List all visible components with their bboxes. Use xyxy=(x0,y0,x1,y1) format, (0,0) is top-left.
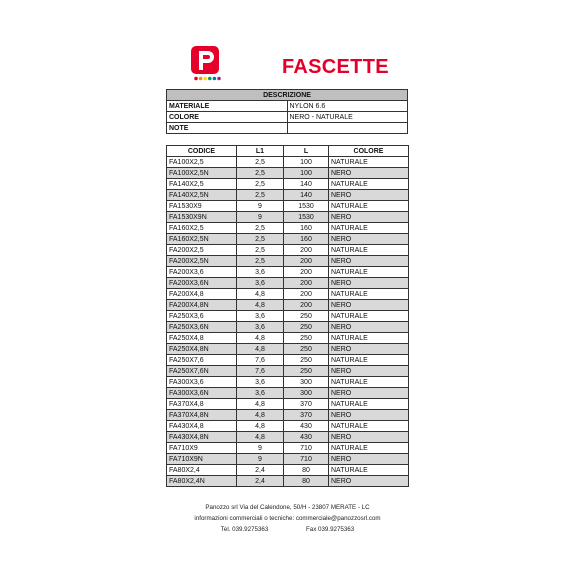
l1-cell: 2,5 xyxy=(237,234,284,245)
l-cell: 1530 xyxy=(284,201,329,212)
color-cell: NATURALE xyxy=(329,201,409,212)
code-cell: FA200X2,5 xyxy=(167,245,237,256)
table-row xyxy=(167,421,409,432)
description-row-color xyxy=(167,112,408,123)
description-row-material xyxy=(167,101,408,112)
table-row xyxy=(167,443,409,454)
l-cell: 1530 xyxy=(284,212,329,223)
column-header-l1: L1 xyxy=(237,146,284,157)
l1-cell: 2,5 xyxy=(237,256,284,267)
table-row xyxy=(167,179,409,190)
product-table-header xyxy=(167,146,409,157)
l1-cell: 4,8 xyxy=(237,333,284,344)
l-cell: 250 xyxy=(284,311,329,322)
l-cell: 300 xyxy=(284,377,329,388)
l1-cell: 4,8 xyxy=(237,300,284,311)
color-cell: NATURALE xyxy=(329,399,409,410)
table-row xyxy=(167,465,409,476)
code-cell: FA430X4,8 xyxy=(167,421,237,432)
l1-cell: 9 xyxy=(237,443,284,454)
table-row xyxy=(167,432,409,443)
color-cell: NATURALE xyxy=(329,289,409,300)
footer-address: Panozzo srl Via del Calendone, 50/H - 23807 MERATE - LC xyxy=(205,504,370,511)
l1-cell: 4,8 xyxy=(237,432,284,443)
l-cell: 100 xyxy=(284,157,329,168)
color-cell: NATURALE xyxy=(329,443,409,454)
l-cell: 430 xyxy=(284,421,329,432)
color-cell: NATURALE xyxy=(329,421,409,432)
color-cell: NERO xyxy=(329,476,409,487)
l-cell: 200 xyxy=(284,256,329,267)
color-cell: NERO xyxy=(329,454,409,465)
l-cell: 160 xyxy=(284,223,329,234)
l1-cell: 4,8 xyxy=(237,410,284,421)
table-row xyxy=(167,300,409,311)
table-row xyxy=(167,168,409,179)
l1-cell: 3,6 xyxy=(237,311,284,322)
product-table xyxy=(166,145,409,487)
color-cell: NERO xyxy=(329,212,409,223)
description-heading: DESCRIZIONE xyxy=(167,90,408,101)
l1-cell: 7,6 xyxy=(237,366,284,377)
notes-label: NOTE xyxy=(167,123,288,134)
code-cell: FA200X4,8N xyxy=(167,300,237,311)
color-cell: NATURALE xyxy=(329,267,409,278)
code-cell: FA250X7,6N xyxy=(167,366,237,377)
code-cell: FA250X4,8N xyxy=(167,344,237,355)
code-cell: FA160X2,5 xyxy=(167,223,237,234)
l-cell: 140 xyxy=(284,190,329,201)
table-row xyxy=(167,311,409,322)
l1-cell: 3,6 xyxy=(237,377,284,388)
l1-cell: 9 xyxy=(237,201,284,212)
logo-dot xyxy=(199,77,203,81)
l-cell: 200 xyxy=(284,278,329,289)
code-cell: FA80X2,4N xyxy=(167,476,237,487)
l-cell: 250 xyxy=(284,333,329,344)
color-cell: NATURALE xyxy=(329,245,409,256)
l-cell: 250 xyxy=(284,355,329,366)
color-cell: NATURALE xyxy=(329,377,409,388)
code-cell: FA80X2,4 xyxy=(167,465,237,476)
l1-cell: 2,5 xyxy=(237,245,284,256)
table-row xyxy=(167,322,409,333)
color-cell: NATURALE xyxy=(329,223,409,234)
color-cell: NATURALE xyxy=(329,157,409,168)
description-table xyxy=(166,89,408,134)
notes-value xyxy=(287,123,408,134)
l-cell: 200 xyxy=(284,300,329,311)
logo-dot xyxy=(194,77,198,81)
l-cell: 160 xyxy=(284,234,329,245)
color-cell: NERO xyxy=(329,322,409,333)
table-row xyxy=(167,201,409,212)
table-row xyxy=(167,267,409,278)
code-cell: FA200X2,5N xyxy=(167,256,237,267)
color-cell: NERO xyxy=(329,388,409,399)
l-cell: 710 xyxy=(284,454,329,465)
footer xyxy=(0,502,575,535)
table-row xyxy=(167,223,409,234)
column-header-l: L xyxy=(284,146,329,157)
l-cell: 140 xyxy=(284,179,329,190)
table-row xyxy=(167,256,409,267)
l1-cell: 9 xyxy=(237,212,284,223)
color-cell: NERO xyxy=(329,432,409,443)
company-logo xyxy=(189,46,225,82)
code-cell: FA140X2,5N xyxy=(167,190,237,201)
table-row xyxy=(167,476,409,487)
table-row xyxy=(167,454,409,465)
color-cell: NATURALE xyxy=(329,311,409,322)
column-header-color: COLORE xyxy=(329,146,409,157)
color-cell: NATURALE xyxy=(329,355,409,366)
l1-cell: 4,8 xyxy=(237,289,284,300)
footer-contact: informazioni commerciali o tecniche: commerciale@panozzosrl.com xyxy=(194,515,381,522)
table-row xyxy=(167,410,409,421)
code-cell: FA1530X9N xyxy=(167,212,237,223)
color-value: NERO - NATURALE xyxy=(287,112,408,123)
table-row xyxy=(167,366,409,377)
code-cell: FA250X7,6 xyxy=(167,355,237,366)
table-row xyxy=(167,388,409,399)
table-row xyxy=(167,190,409,201)
l-cell: 250 xyxy=(284,322,329,333)
logo-dot xyxy=(217,77,221,81)
l1-cell: 3,6 xyxy=(237,267,284,278)
l-cell: 370 xyxy=(284,410,329,421)
table-row xyxy=(167,245,409,256)
l1-cell: 4,8 xyxy=(237,421,284,432)
table-row xyxy=(167,212,409,223)
logo-dot xyxy=(213,77,217,81)
table-row xyxy=(167,377,409,388)
table-row xyxy=(167,157,409,168)
table-row xyxy=(167,278,409,289)
l1-cell: 2,4 xyxy=(237,476,284,487)
l-cell: 250 xyxy=(284,344,329,355)
column-header-code: CODICE xyxy=(167,146,237,157)
code-cell: FA100X2,5 xyxy=(167,157,237,168)
l1-cell: 4,8 xyxy=(237,399,284,410)
code-cell: FA710X9N xyxy=(167,454,237,465)
code-cell: FA250X3,6 xyxy=(167,311,237,322)
l-cell: 250 xyxy=(284,366,329,377)
color-cell: NERO xyxy=(329,234,409,245)
code-cell: FA200X3,6N xyxy=(167,278,237,289)
l-cell: 430 xyxy=(284,432,329,443)
l-cell: 370 xyxy=(284,399,329,410)
l1-cell: 7,6 xyxy=(237,355,284,366)
color-cell: NERO xyxy=(329,410,409,421)
code-cell: FA370X4,8N xyxy=(167,410,237,421)
l-cell: 100 xyxy=(284,168,329,179)
color-label: COLORE xyxy=(167,112,288,123)
logo-dot xyxy=(203,77,207,81)
color-cell: NERO xyxy=(329,300,409,311)
description-row-notes xyxy=(167,123,408,134)
table-row xyxy=(167,399,409,410)
code-cell: FA160X2,5N xyxy=(167,234,237,245)
l1-cell: 3,6 xyxy=(237,322,284,333)
code-cell: FA710X9 xyxy=(167,443,237,454)
color-cell: NATURALE xyxy=(329,465,409,476)
table-row xyxy=(167,289,409,300)
l1-cell: 2,4 xyxy=(237,465,284,476)
table-row xyxy=(167,355,409,366)
l-cell: 80 xyxy=(284,465,329,476)
l-cell: 80 xyxy=(284,476,329,487)
table-row xyxy=(167,344,409,355)
code-cell: FA100X2,5N xyxy=(167,168,237,179)
l-cell: 300 xyxy=(284,388,329,399)
code-cell: FA250X3,6N xyxy=(167,322,237,333)
footer-tel: Tel. 039.9275363 xyxy=(220,526,269,533)
l-cell: 200 xyxy=(284,245,329,256)
code-cell: FA300X3,6N xyxy=(167,388,237,399)
l-cell: 200 xyxy=(284,289,329,300)
l1-cell: 4,8 xyxy=(237,344,284,355)
l1-cell: 2,5 xyxy=(237,168,284,179)
color-cell: NATURALE xyxy=(329,179,409,190)
material-value: NYLON 6.6 xyxy=(287,101,408,112)
l1-cell: 2,5 xyxy=(237,179,284,190)
color-cell: NERO xyxy=(329,366,409,377)
l1-cell: 3,6 xyxy=(237,278,284,289)
l1-cell: 9 xyxy=(237,454,284,465)
color-cell: NERO xyxy=(329,344,409,355)
code-cell: FA1530X9 xyxy=(167,201,237,212)
material-label: MATERIALE xyxy=(167,101,288,112)
code-cell: FA300X3,6 xyxy=(167,377,237,388)
l-cell: 710 xyxy=(284,443,329,454)
code-cell: FA370X4,8 xyxy=(167,399,237,410)
logo-dot xyxy=(208,77,212,81)
l1-cell: 2,5 xyxy=(237,157,284,168)
color-cell: NERO xyxy=(329,168,409,179)
code-cell: FA430X4,8N xyxy=(167,432,237,443)
code-cell: FA250X4,8 xyxy=(167,333,237,344)
code-cell: FA140X2,5 xyxy=(167,179,237,190)
footer-phone xyxy=(0,524,575,535)
l-cell: 200 xyxy=(284,267,329,278)
l1-cell: 3,6 xyxy=(237,388,284,399)
footer-fax: Fax 039.9275363 xyxy=(306,526,355,533)
color-cell: NERO xyxy=(329,190,409,201)
color-cell: NATURALE xyxy=(329,333,409,344)
page-title: FASCETTE xyxy=(282,56,389,78)
l1-cell: 2,5 xyxy=(237,190,284,201)
table-row xyxy=(167,234,409,245)
code-cell: FA200X3,6 xyxy=(167,267,237,278)
color-cell: NERO xyxy=(329,278,409,289)
l1-cell: 2,5 xyxy=(237,223,284,234)
code-cell: FA200X4,8 xyxy=(167,289,237,300)
color-cell: NERO xyxy=(329,256,409,267)
table-row xyxy=(167,333,409,344)
